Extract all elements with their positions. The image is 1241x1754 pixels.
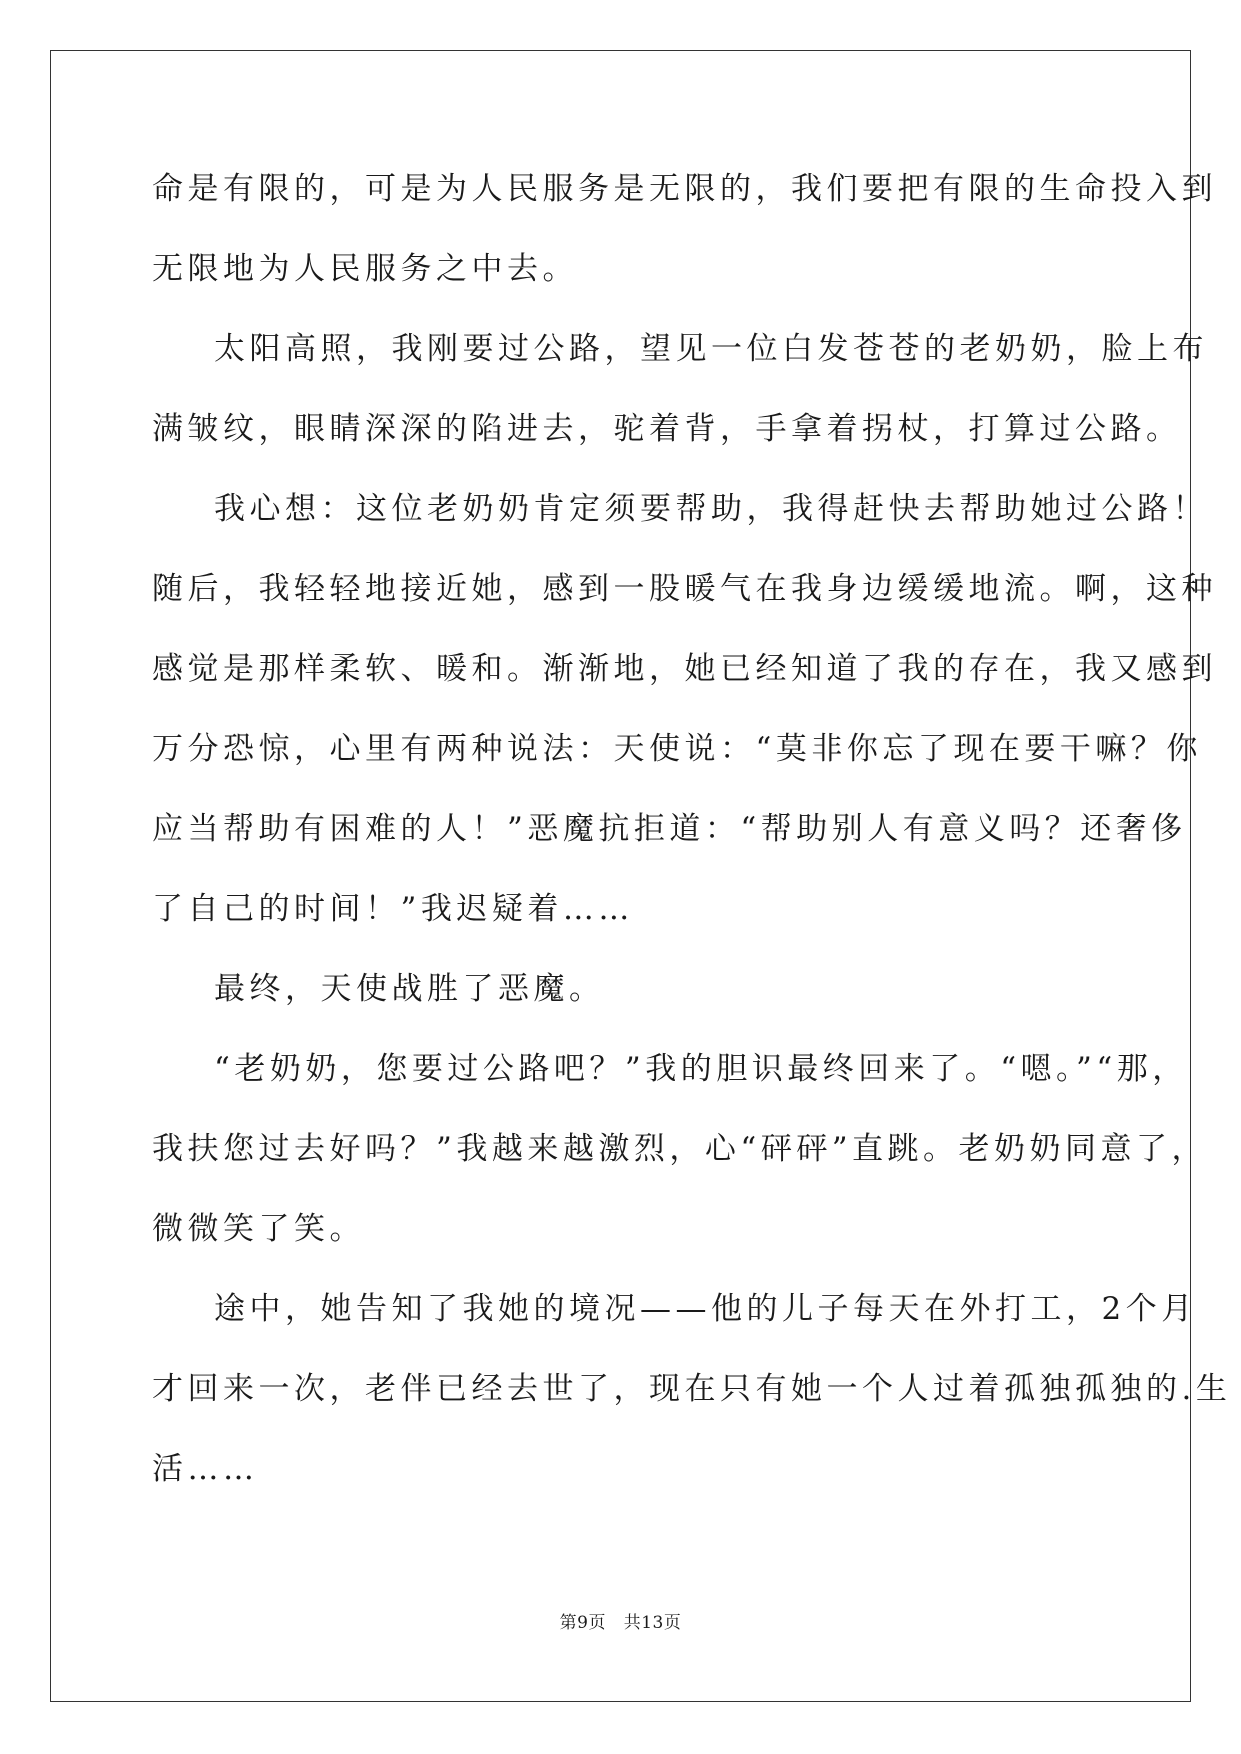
- text-line: 途中，她告知了我她的境况——他的儿子每天在外打工，2个月: [214, 1291, 1197, 1327]
- document-body: [152, 160, 1232, 1520]
- text-line: 我扶您过去好吗？”我越来越激烈，心“砰砰”直跳。老奶奶同意了，: [152, 1131, 1208, 1167]
- text-line: 万分恐惊，心里有两种说法：天使说：“莫非你忘了现在要干嘛？你: [152, 731, 1202, 767]
- text-line: 随后，我轻轻地接近她，感到一股暖气在我身边缓缓地流。啊，这种: [152, 571, 1217, 607]
- text-line: 满皱纹，眼睛深深的陷进去，驼着背，手拿着拐杖，打算过公路。: [152, 411, 1182, 447]
- text-line: 活……: [152, 1451, 259, 1487]
- page-number: 第9页: [559, 1613, 606, 1633]
- text-line: 感觉是那样柔软、暖和。渐渐地，她已经知道了我的存在，我又感到: [152, 651, 1217, 687]
- text-line: 了自己的时间！”我迟疑着……: [152, 891, 634, 927]
- text-line: 微微笑了笑。: [152, 1211, 365, 1247]
- paragraph: [152, 480, 1217, 960]
- text-line: 太阳高照，我刚要过公路，望见一位白发苍苍的老奶奶，脸上布: [214, 331, 1208, 367]
- page-total: 共13页: [623, 1613, 682, 1633]
- paragraph: [152, 960, 1092, 1040]
- text-line: 无限地为人民服务之中去。: [152, 251, 578, 287]
- text-line: 最终，天使战胜了恶魔。: [214, 971, 605, 1007]
- text-line: 命是有限的，可是为人民服务是无限的，我们要把有限的生命投入到: [152, 171, 1217, 207]
- paragraph: [152, 320, 1208, 480]
- text-line: 应当帮助有困难的人！”恶魔抗拒道：“帮助别人有意义吗？还奢侈: [152, 811, 1187, 847]
- paragraph: [152, 1280, 1232, 1520]
- text-line: 我心想：这位老奶奶肯定须要帮助，我得赶快去帮助她过公路！: [214, 491, 1208, 527]
- page-footer: [0, 1608, 1241, 1633]
- text-line: “老奶奶，您要过公路吧？”我的胆识最终回来了。“嗯。”“那，: [214, 1051, 1188, 1087]
- paragraph: [152, 1040, 1208, 1280]
- text-line: 才回来一次，老伴已经去世了，现在只有她一个人过着孤独孤独的.生: [152, 1371, 1232, 1407]
- paragraph: [152, 160, 1217, 320]
